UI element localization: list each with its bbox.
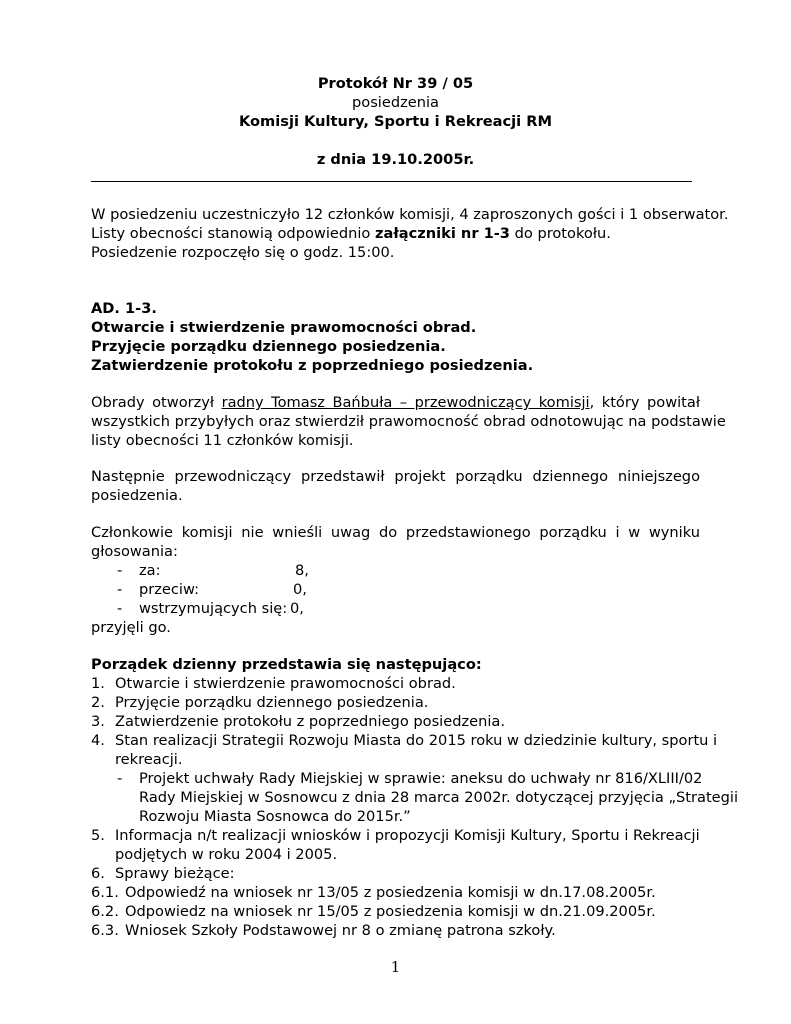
vote-abstain-label: wstrzymujących się: — [139, 600, 288, 617]
intro-line-3: Posiedzenie rozpoczęło się o godz. 15:00. — [91, 244, 395, 261]
agenda-item-number: 6.1. — [91, 884, 119, 901]
vote-against-label: przeciw: — [139, 581, 200, 598]
agenda-item-number: 2. — [91, 694, 105, 711]
intro-line-2-text: Listy obecności stanowią odpowiednio — [91, 225, 375, 242]
para2-line-1: Następnie przewodniczący przedstawił projekt porządku dziennego niniejszego — [91, 468, 700, 485]
ad-line-1: Otwarcie i stwierdzenie prawomocności obrad. — [91, 319, 477, 336]
agenda-item-continuation: podjętych w roku 2004 i 2005. — [115, 846, 338, 863]
para1-line-1 — [91, 393, 700, 412]
vote-dash: - — [117, 581, 123, 598]
agenda-item-number: 1. — [91, 675, 105, 692]
chairman-name: radny Tomasz Bańbuła – przewodniczący komisji — [221, 394, 590, 411]
ad-heading: AD. 1-3. — [91, 300, 157, 317]
agenda-item-text: Sprawy bieżące: — [115, 865, 235, 882]
protocol-subtitle: posiedzenia — [352, 94, 439, 111]
agenda-item-text: Otwarcie i stwierdzenie prawomocności obrad. — [115, 675, 456, 692]
agenda-item-continuation: rekreacji. — [115, 751, 183, 768]
para3-line-1: Członkowie komisji nie wnieśli uwag do przedstawionego porządku i w wyniku — [91, 524, 700, 541]
agenda-item-number: 3. — [91, 713, 105, 730]
intro-line-2 — [91, 224, 611, 243]
para2-line-2: posiedzenia. — [91, 487, 183, 504]
agenda-heading: Porządek dzienny przedstawia się następująco: — [91, 656, 482, 673]
para1-line-3: listy obecności 11 członków komisji. — [91, 432, 354, 449]
para1-text-end: , który powitał — [589, 394, 700, 411]
ad-line-3: Zatwierdzenie protokołu z poprzedniego posiedzenia. — [91, 357, 534, 374]
para1-line-2: wszystkich przybyłych oraz stwierdził prawomocność obrad odnotowując na podstawie — [91, 413, 726, 430]
agenda-item-number: 5. — [91, 827, 105, 844]
vote-dash: - — [117, 562, 123, 579]
vote-abstain-value: 0, — [290, 600, 304, 617]
agenda-item-number: 6.3. — [91, 922, 119, 939]
agenda-item-number: 6.2. — [91, 903, 119, 920]
sub-item-line-1: Projekt uchwały Rady Miejskiej w sprawie: aneksu do uchwały nr 816/XLIII/02 — [139, 770, 703, 787]
intro-line-2-end: do protokołu. — [509, 225, 611, 242]
agenda-item-text: Odpowiedz na wniosek nr 15/05 z posiedzenia komisji w dn.21.09.2005r. — [125, 903, 656, 920]
agenda-item-text: Wniosek Szkoły Podstawowej nr 8 o zmianę patrona szkoły. — [125, 922, 556, 939]
sub-item-line-3: Rozwoju Miasta Sosnowca do 2015r.” — [139, 808, 411, 825]
para1-text: Obrady otworzył — [91, 394, 222, 411]
vote-for-label: za: — [139, 562, 161, 579]
protocol-title: Protokół Nr 39 / 05 — [317, 75, 474, 92]
ad-line-2: Przyjęcie porządku dziennego posiedzenia. — [91, 338, 446, 355]
para3-line-2: głosowania: — [91, 543, 178, 560]
vote-dash: - — [117, 600, 123, 617]
agenda-item-text: Stan realizacji Strategii Rozwoju Miasta do 2015 roku w dziedzinie kultury, sportu i — [115, 732, 718, 749]
agenda-item-number: 6. — [91, 865, 105, 882]
vote-for-value: 8, — [295, 562, 309, 579]
agenda-item-number: 4. — [91, 732, 105, 749]
attachments-reference: załączniki nr 1-3 — [375, 225, 510, 242]
sub-item-dash: - — [117, 770, 123, 787]
sub-item-line-2: Rady Miejskiej w Sosnowcu z dnia 28 marca 2002r. dotyczącej przyjęcia „Strategii — [139, 789, 739, 806]
header-divider — [91, 181, 692, 182]
page-number: 1 — [390, 958, 401, 976]
agenda-item-text: Odpowiedź na wniosek nr 13/05 z posiedzenia komisji w dn.17.08.2005r. — [125, 884, 656, 901]
intro-line-1: W posiedzeniu uczestniczyło 12 członków komisji, 4 zaproszonych gości i 1 obserwator. — [91, 206, 729, 223]
para3-closing: przyjęli go. — [91, 619, 171, 636]
agenda-item-text: Informacja n/t realizacji wniosków i propozycji Komisji Kultury, Sportu i Rekreacji — [115, 827, 700, 844]
agenda-item-text: Przyjęcie porządku dziennego posiedzenia. — [115, 694, 429, 711]
agenda-item-text: Zatwierdzenie protokołu z poprzedniego posiedzenia. — [115, 713, 506, 730]
committee-name: Komisji Kultury, Sportu i Rekreacji RM — [238, 113, 553, 130]
meeting-date: z dnia 19.10.2005r. — [316, 151, 475, 168]
vote-against-value: 0, — [293, 581, 307, 598]
